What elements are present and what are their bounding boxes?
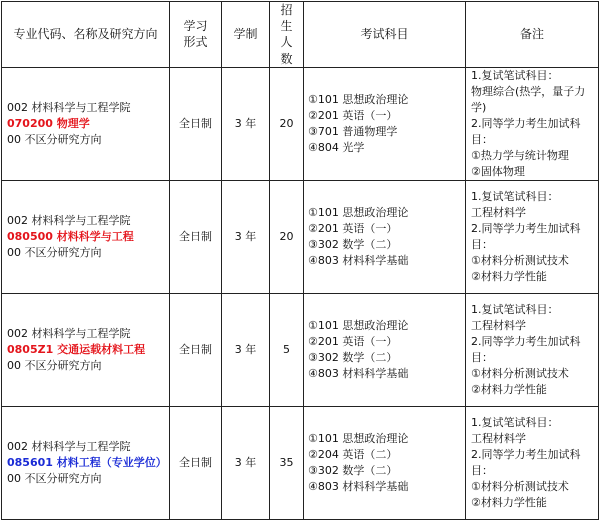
duration-cell: 3 年 bbox=[222, 406, 270, 519]
notes-cell bbox=[466, 180, 599, 293]
exam-subject: ②201 英语（一） bbox=[308, 108, 398, 122]
research-direction: 00 不区分研究方向 bbox=[7, 132, 102, 146]
notes-cell bbox=[466, 293, 599, 406]
exam-subjects-cell bbox=[304, 180, 466, 293]
note-line: 工程材料学 bbox=[471, 431, 526, 445]
major-cell bbox=[2, 180, 170, 293]
exam-subjects-cell bbox=[304, 67, 466, 180]
exam-subject: ③302 数学（二） bbox=[308, 463, 398, 477]
exam-subject: ③302 数学（二） bbox=[308, 237, 398, 251]
exam-subject: ④803 材料科学基础 bbox=[308, 479, 409, 493]
exam-subject: ②204 英语（二） bbox=[308, 447, 398, 461]
study-form-cell: 全日制 bbox=[170, 293, 222, 406]
note-line: ②材料力学性能 bbox=[471, 495, 547, 509]
exam-subject: ①101 思想政治理论 bbox=[308, 318, 409, 332]
note-line: ②材料力学性能 bbox=[471, 382, 547, 396]
table-row bbox=[2, 67, 599, 180]
study-form-cell: 全日制 bbox=[170, 180, 222, 293]
major-cell bbox=[2, 406, 170, 519]
admissions-table bbox=[1, 1, 599, 520]
major-code-name: 0805Z1 交通运载材料工程 bbox=[7, 342, 146, 356]
note-line: ②固体物理 bbox=[471, 164, 525, 178]
major-cell bbox=[2, 293, 170, 406]
header-study-form: 学习形式 bbox=[170, 2, 222, 68]
exam-subject: ①101 思想政治理论 bbox=[308, 205, 409, 219]
quota-cell: 5 bbox=[270, 293, 304, 406]
header-row bbox=[2, 2, 599, 68]
major-code-name: 080500 材料科学与工程 bbox=[7, 229, 134, 243]
note-line: 1.复试笔试科目： bbox=[471, 68, 559, 82]
note-line: 工程材料学 bbox=[471, 318, 526, 332]
quota-cell: 20 bbox=[270, 180, 304, 293]
exam-subjects-cell bbox=[304, 293, 466, 406]
exam-subject: ②201 英语（一） bbox=[308, 221, 398, 235]
exam-subject: ④804 光学 bbox=[308, 140, 365, 154]
note-line: 工程材料学 bbox=[471, 205, 526, 219]
research-direction: 00 不区分研究方向 bbox=[7, 358, 102, 372]
duration-cell: 3 年 bbox=[222, 180, 270, 293]
college-name: 002 材料科学与工程学院 bbox=[7, 100, 131, 114]
exam-subject: ②201 英语（一） bbox=[308, 334, 398, 348]
exam-subject: ①101 思想政治理论 bbox=[308, 92, 409, 106]
exam-subject: ③302 数学（二） bbox=[308, 350, 398, 364]
study-form-cell: 全日制 bbox=[170, 406, 222, 519]
exam-subject: ④803 材料科学基础 bbox=[308, 366, 409, 380]
note-line: ①热力学与统计物理 bbox=[471, 148, 569, 162]
note-line: ②材料力学性能 bbox=[471, 269, 547, 283]
major-code-name: 070200 物理学 bbox=[7, 116, 90, 130]
research-direction: 00 不区分研究方向 bbox=[7, 471, 102, 485]
major-code-name: 085601 材料工程（专业学位） bbox=[7, 455, 167, 469]
college-name: 002 材料科学与工程学院 bbox=[7, 439, 131, 453]
quota-cell: 20 bbox=[270, 67, 304, 180]
note-line: 1.复试笔试科目： bbox=[471, 415, 559, 429]
notes-cell bbox=[466, 406, 599, 519]
note-line: ①材料分析测试技术 bbox=[471, 366, 569, 380]
exam-subjects-cell bbox=[304, 406, 466, 519]
note-line: 1.复试笔试科目： bbox=[471, 189, 559, 203]
study-form-cell: 全日制 bbox=[170, 67, 222, 180]
note-line: 1.复试笔试科目： bbox=[471, 302, 559, 316]
college-name: 002 材料科学与工程学院 bbox=[7, 213, 131, 227]
research-direction: 00 不区分研究方向 bbox=[7, 245, 102, 259]
table-row bbox=[2, 293, 599, 406]
header-major: 专业代码、名称及研究方向 bbox=[2, 2, 170, 68]
exam-subject: ①101 思想政治理论 bbox=[308, 431, 409, 445]
duration-cell: 3 年 bbox=[222, 293, 270, 406]
note-line: ①材料分析测试技术 bbox=[471, 253, 569, 267]
college-name: 002 材料科学与工程学院 bbox=[7, 326, 131, 340]
note-line: 2.同等学力考生加试科目： bbox=[471, 116, 581, 146]
note-line: 2.同等学力考生加试科目： bbox=[471, 221, 581, 251]
note-line: ①材料分析测试技术 bbox=[471, 479, 569, 493]
header-duration: 学制 bbox=[222, 2, 270, 68]
quota-cell: 35 bbox=[270, 406, 304, 519]
major-cell bbox=[2, 67, 170, 180]
exam-subject: ④803 材料科学基础 bbox=[308, 253, 409, 267]
table-row bbox=[2, 180, 599, 293]
note-line: 物理综合(热学，量子力学) bbox=[471, 84, 586, 114]
exam-subject: ③701 普通物理学 bbox=[308, 124, 398, 138]
duration-cell: 3 年 bbox=[222, 67, 270, 180]
table-row bbox=[2, 406, 599, 519]
notes-cell bbox=[466, 67, 599, 180]
note-line: 2.同等学力考生加试科目： bbox=[471, 447, 581, 477]
header-notes: 备注 bbox=[466, 2, 599, 68]
header-exam-subjects: 考试科目 bbox=[304, 2, 466, 68]
note-line: 2.同等学力考生加试科目： bbox=[471, 334, 581, 364]
header-quota: 招生人数 bbox=[270, 2, 304, 68]
